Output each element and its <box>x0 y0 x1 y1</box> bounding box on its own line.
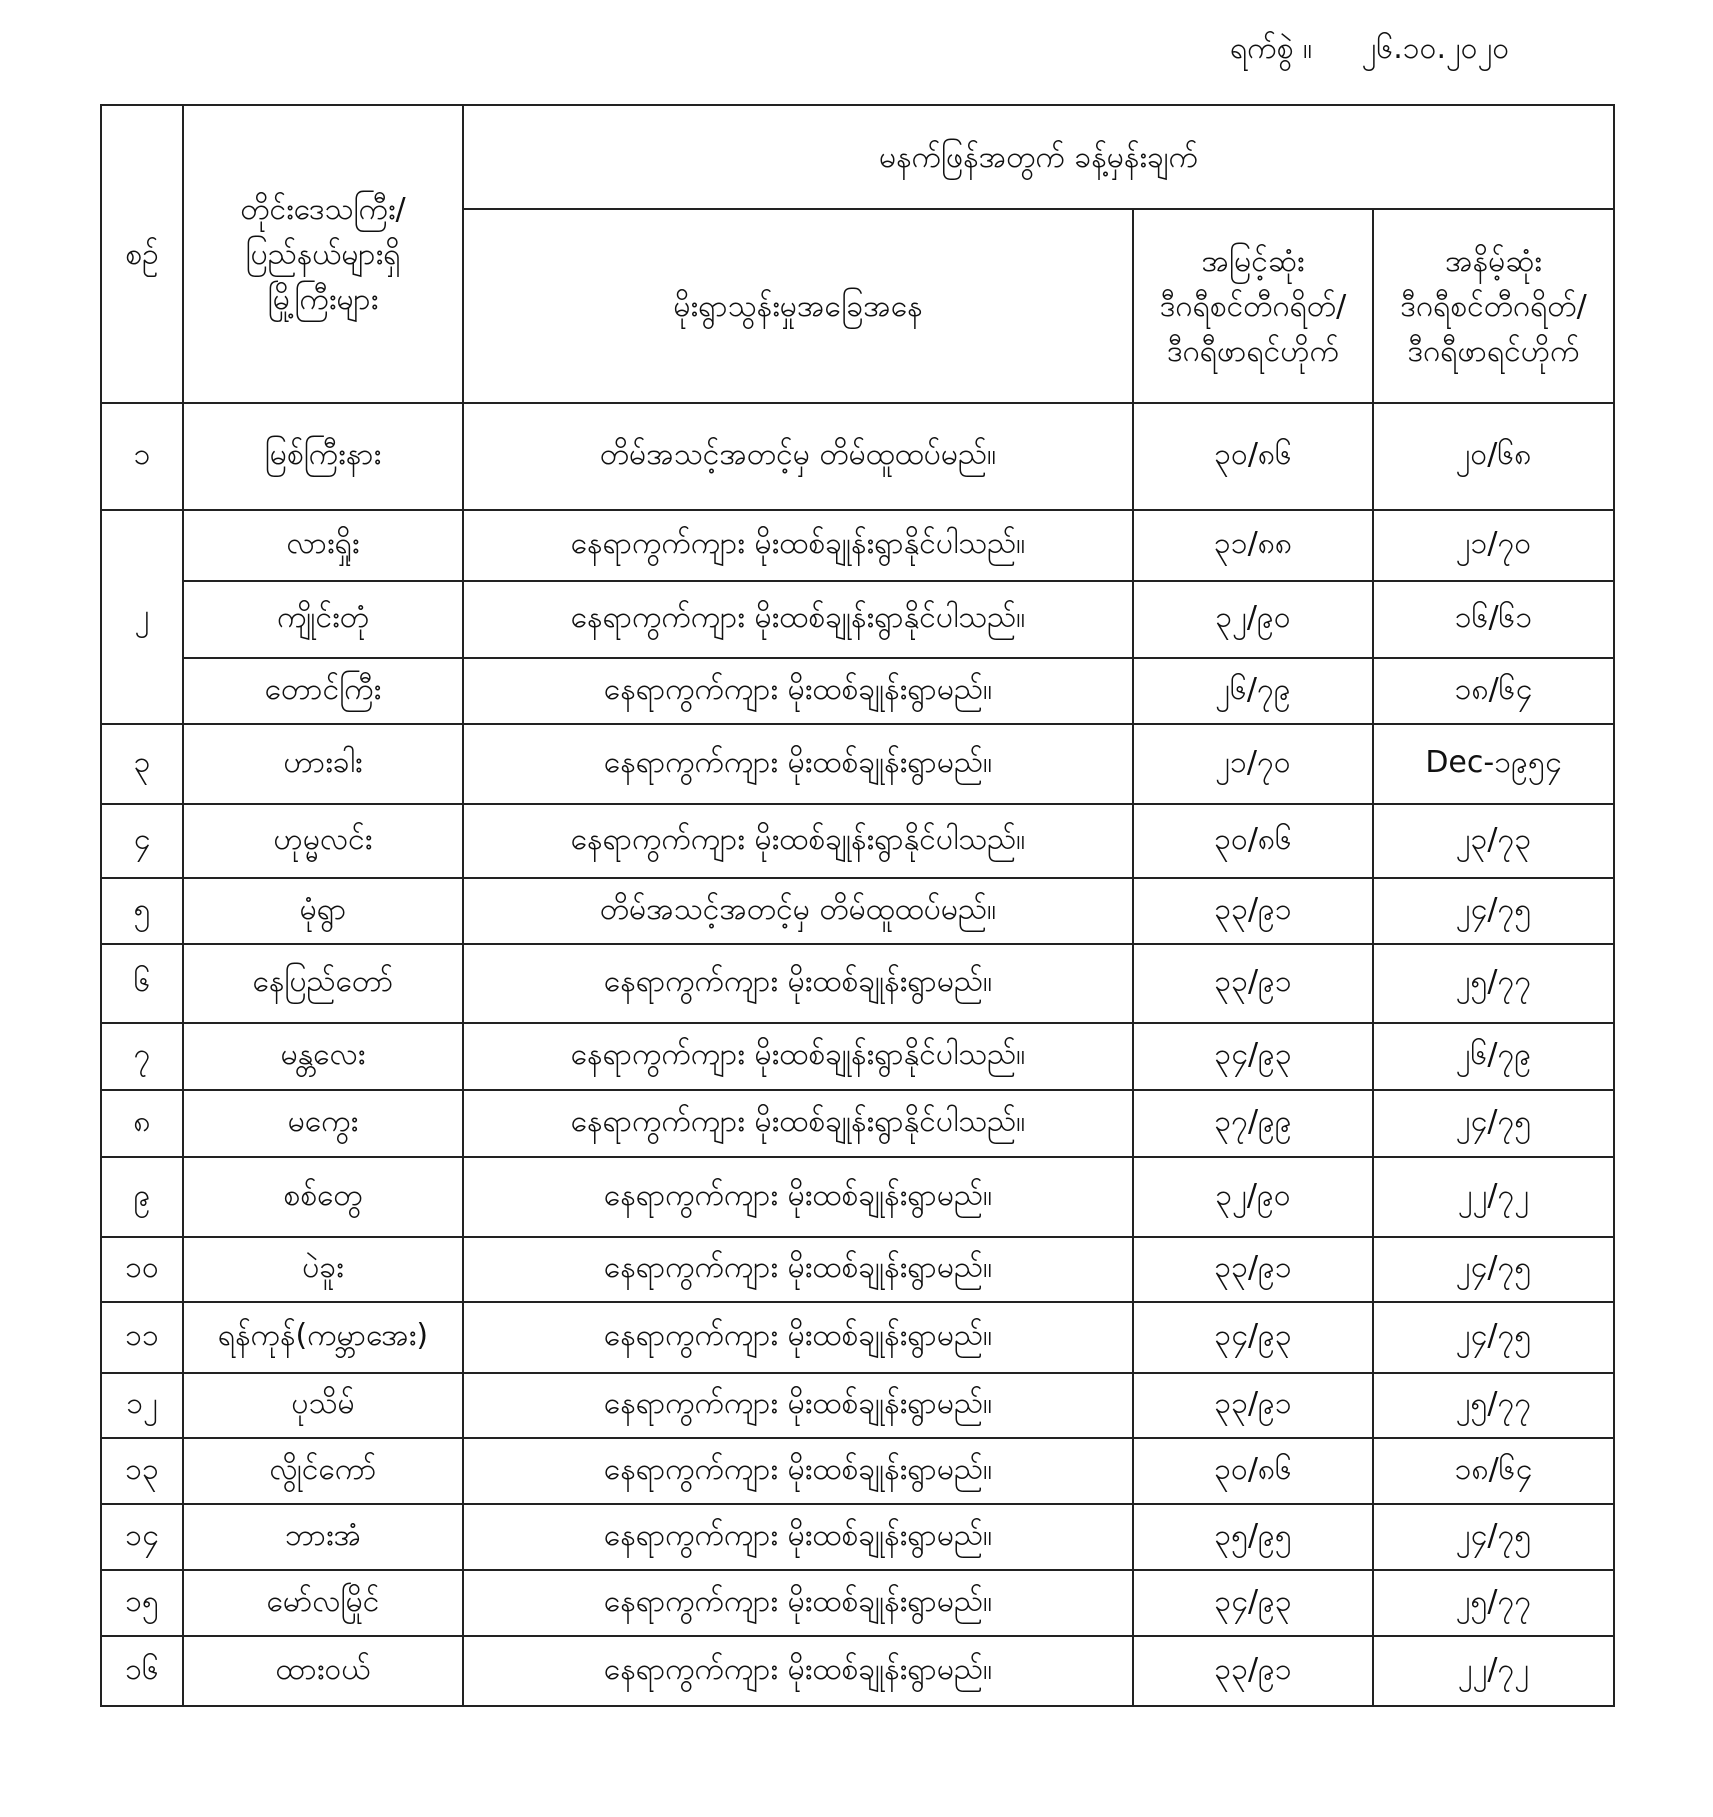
header-min-line: အနိမ့်ဆုံး <box>1445 243 1542 279</box>
table-row <box>101 944 1614 1023</box>
table-row <box>101 581 1614 658</box>
cell-city: ဘားအံ <box>183 1504 463 1570</box>
document-date <box>1230 28 1650 73</box>
header-max-line: ဒီဂရီဖာရင်ဟိုက် <box>1166 333 1340 369</box>
cell-condition: နေရာကွက်ကျား မိုးထစ်ချုန်းရွာမည်။ <box>463 1157 1133 1237</box>
cell-city: စစ်တွေ <box>183 1157 463 1237</box>
cell-min-temp: Dec-၁၉၅၄ <box>1373 724 1614 804</box>
cell-min-temp: ၂၄/၇၅ <box>1373 1237 1614 1302</box>
cell-no: ၉ <box>101 1157 183 1237</box>
cell-no: ၁၁ <box>101 1302 183 1373</box>
cell-condition: နေရာကွက်ကျား မိုးထစ်ချုန်းရွာမည်။ <box>463 1438 1133 1504</box>
cell-min-temp: ၂၄/၇၅ <box>1373 878 1614 944</box>
header-max-line: ဒီဂရီစင်တီဂရိတ်/ <box>1159 288 1347 324</box>
cell-min-temp: ၁၈/၆၄ <box>1373 658 1614 724</box>
cell-max-temp: ၃၃/၉၁ <box>1133 944 1373 1023</box>
cell-condition: နေရာကွက်ကျား မိုးထစ်ချုန်းရွာနိုင်ပါသည်။ <box>463 1023 1133 1090</box>
cell-city: မန္တလေး <box>183 1023 463 1090</box>
cell-condition: နေရာကွက်ကျား မိုးထစ်ချုန်းရွာနိုင်ပါသည်။ <box>463 510 1133 581</box>
table-row <box>101 1438 1614 1504</box>
table-row <box>101 1302 1614 1373</box>
cell-min-temp: ၂၅/၇၇ <box>1373 1570 1614 1636</box>
cell-condition: နေရာကွက်ကျား မိုးထစ်ချုန်းရွာမည်။ <box>463 1237 1133 1302</box>
header-city-line: မြို့ကြီးများ <box>267 281 379 317</box>
cell-min-temp: ၂၅/၇၇ <box>1373 944 1614 1023</box>
forecast-table <box>100 104 1615 1707</box>
cell-city: ထားဝယ် <box>183 1636 463 1706</box>
cell-city: ဟားခါး <box>183 724 463 804</box>
cell-condition: နေရာကွက်ကျား မိုးထစ်ချုန်းရွာမည်။ <box>463 944 1133 1023</box>
cell-max-temp: ၃၀/၈၆ <box>1133 403 1373 510</box>
cell-min-temp: ၂၄/၇၅ <box>1373 1504 1614 1570</box>
table-row <box>101 1373 1614 1438</box>
cell-no: ၂ <box>101 510 183 724</box>
cell-max-temp: ၃၂/၉၀ <box>1133 581 1373 658</box>
header-city-line: တိုင်းဒေသကြီး/ <box>240 191 406 227</box>
cell-max-temp: ၂၁/၇၀ <box>1133 724 1373 804</box>
table-row <box>101 1157 1614 1237</box>
cell-max-temp: ၃၄/၉၃ <box>1133 1302 1373 1373</box>
cell-no: ၁၀ <box>101 1237 183 1302</box>
cell-min-temp: ၂၁/၇၀ <box>1373 510 1614 581</box>
cell-no: ၁၅ <box>101 1570 183 1636</box>
cell-no: ၁၆ <box>101 1636 183 1706</box>
cell-no: ၄ <box>101 804 183 878</box>
table-row <box>101 658 1614 724</box>
cell-no: ၈ <box>101 1090 183 1157</box>
cell-max-temp: ၃၃/၉၁ <box>1133 1373 1373 1438</box>
header-min-line: ဒီဂရီဖာရင်ဟိုက် <box>1407 333 1580 369</box>
cell-city: မကွေး <box>183 1090 463 1157</box>
header-city-line: ပြည်နယ်များရှိ <box>245 236 401 272</box>
header-max-temp <box>1133 209 1373 403</box>
cell-condition: နေရာကွက်ကျား မိုးထစ်ချုန်းရွာနိုင်ပါသည်။ <box>463 1090 1133 1157</box>
cell-city: ဟုမ္မလင်း <box>183 804 463 878</box>
cell-no: ၁၂ <box>101 1373 183 1438</box>
cell-min-temp: ၂၅/၇၇ <box>1373 1373 1614 1438</box>
cell-max-temp: ၃၄/၉၃ <box>1133 1570 1373 1636</box>
cell-no: ၃ <box>101 724 183 804</box>
cell-condition: နေရာကွက်ကျား မိုးထစ်ချုန်းရွာမည်။ <box>463 658 1133 724</box>
header-max-line: အမြင့်ဆုံး <box>1201 243 1305 279</box>
cell-max-temp: ၃၀/၈၆ <box>1133 804 1373 878</box>
cell-city: မြစ်ကြီးနား <box>183 403 463 510</box>
cell-max-temp: ၃၃/၉၁ <box>1133 1237 1373 1302</box>
date-label: ရက်စွဲ ။ <box>1230 31 1313 66</box>
cell-max-temp: ၃၃/၉၁ <box>1133 878 1373 944</box>
cell-condition: နေရာကွက်ကျား မိုးထစ်ချုန်းရွာမည်။ <box>463 1636 1133 1706</box>
cell-min-temp: ၂၄/၇၅ <box>1373 1090 1614 1157</box>
cell-city: ရန်ကုန်(ကမ္ဘာအေး) <box>183 1302 463 1373</box>
cell-no: ၁၄ <box>101 1504 183 1570</box>
cell-condition: နေရာကွက်ကျား မိုးထစ်ချုန်းရွာမည်။ <box>463 1302 1133 1373</box>
cell-city: ပဲခူး <box>183 1237 463 1302</box>
table-row <box>101 1504 1614 1570</box>
cell-min-temp: ၂၆/၇၉ <box>1373 1023 1614 1090</box>
cell-condition: နေရာကွက်ကျား မိုးထစ်ချုန်းရွာမည်။ <box>463 1570 1133 1636</box>
cell-city: လားရှိုး <box>183 510 463 581</box>
cell-max-temp: ၃၀/၈၆ <box>1133 1438 1373 1504</box>
cell-condition: နေရာကွက်ကျား မိုးထစ်ချုန်းရွာနိုင်ပါသည်။ <box>463 804 1133 878</box>
header-min-line: ဒီဂရီစင်တီဂရိတ်/ <box>1400 288 1587 324</box>
cell-city: ကျိုင်းတုံ <box>183 581 463 658</box>
cell-condition: နေရာကွက်ကျား မိုးထစ်ချုန်းရွာမည်။ <box>463 724 1133 804</box>
date-value: ၂၆.၁၀.၂၀၂၀ <box>1361 31 1510 66</box>
cell-min-temp: ၂၂/၇၂ <box>1373 1157 1614 1237</box>
cell-condition: နေရာကွက်ကျား မိုးထစ်ချုန်းရွာမည်။ <box>463 1373 1133 1438</box>
cell-max-temp: ၃၇/၉၉ <box>1133 1090 1373 1157</box>
table-row <box>101 403 1614 510</box>
cell-no: ၁ <box>101 403 183 510</box>
header-condition: မိုးရွာသွန်းမှုအခြေအနေ <box>463 209 1133 403</box>
table-row <box>101 724 1614 804</box>
cell-min-temp: ၂၃/၇၃ <box>1373 804 1614 878</box>
cell-condition: တိမ်အသင့်အတင့်မှ တိမ်ထူထပ်မည်။ <box>463 403 1133 510</box>
cell-max-temp: ၃၄/၉၃ <box>1133 1023 1373 1090</box>
table-row <box>101 1636 1614 1706</box>
cell-city: လွိုင်ကော် <box>183 1438 463 1504</box>
cell-min-temp: ၂၄/၇၅ <box>1373 1302 1614 1373</box>
table-row <box>101 1090 1614 1157</box>
cell-max-temp: ၃၃/၉၁ <box>1133 1636 1373 1706</box>
cell-condition: နေရာကွက်ကျား မိုးထစ်ချုန်းရွာနိုင်ပါသည်။ <box>463 581 1133 658</box>
cell-condition: နေရာကွက်ကျား မိုးထစ်ချုန်းရွာမည်။ <box>463 1504 1133 1570</box>
cell-no: ၆ <box>101 944 183 1023</box>
cell-no: ၁၃ <box>101 1438 183 1504</box>
table-row <box>101 1570 1614 1636</box>
cell-city: မုံရွာ <box>183 878 463 944</box>
cell-city: နေပြည်တော် <box>183 944 463 1023</box>
cell-city: ပုသိမ် <box>183 1373 463 1438</box>
cell-max-temp: ၃၁/၈၈ <box>1133 510 1373 581</box>
cell-condition: တိမ်အသင့်အတင့်မှ တိမ်ထူထပ်မည်။ <box>463 878 1133 944</box>
cell-min-temp: ၂၂/၇၂ <box>1373 1636 1614 1706</box>
table-row <box>101 510 1614 581</box>
cell-max-temp: ၃၅/၉၅ <box>1133 1504 1373 1570</box>
cell-min-temp: ၁၈/၆၄ <box>1373 1438 1614 1504</box>
cell-max-temp: ၂၆/၇၉ <box>1133 658 1373 724</box>
cell-max-temp: ၃၂/၉၀ <box>1133 1157 1373 1237</box>
cell-min-temp: ၁၆/၆၁ <box>1373 581 1614 658</box>
header-forecast-group: မနက်ဖြန်အတွက် ခန့်မှန်းချက် <box>463 105 1614 209</box>
table-row <box>101 1023 1614 1090</box>
cell-city: တောင်ကြီး <box>183 658 463 724</box>
table-row <box>101 1237 1614 1302</box>
table-row <box>101 804 1614 878</box>
cell-no: ၇ <box>101 1023 183 1090</box>
header-min-temp <box>1373 209 1614 403</box>
cell-city: မော်လမြိုင် <box>183 1570 463 1636</box>
table-row <box>101 878 1614 944</box>
header-no: စဉ် <box>101 105 183 403</box>
cell-min-temp: ၂၀/၆၈ <box>1373 403 1614 510</box>
header-city <box>183 105 463 403</box>
cell-no: ၅ <box>101 878 183 944</box>
